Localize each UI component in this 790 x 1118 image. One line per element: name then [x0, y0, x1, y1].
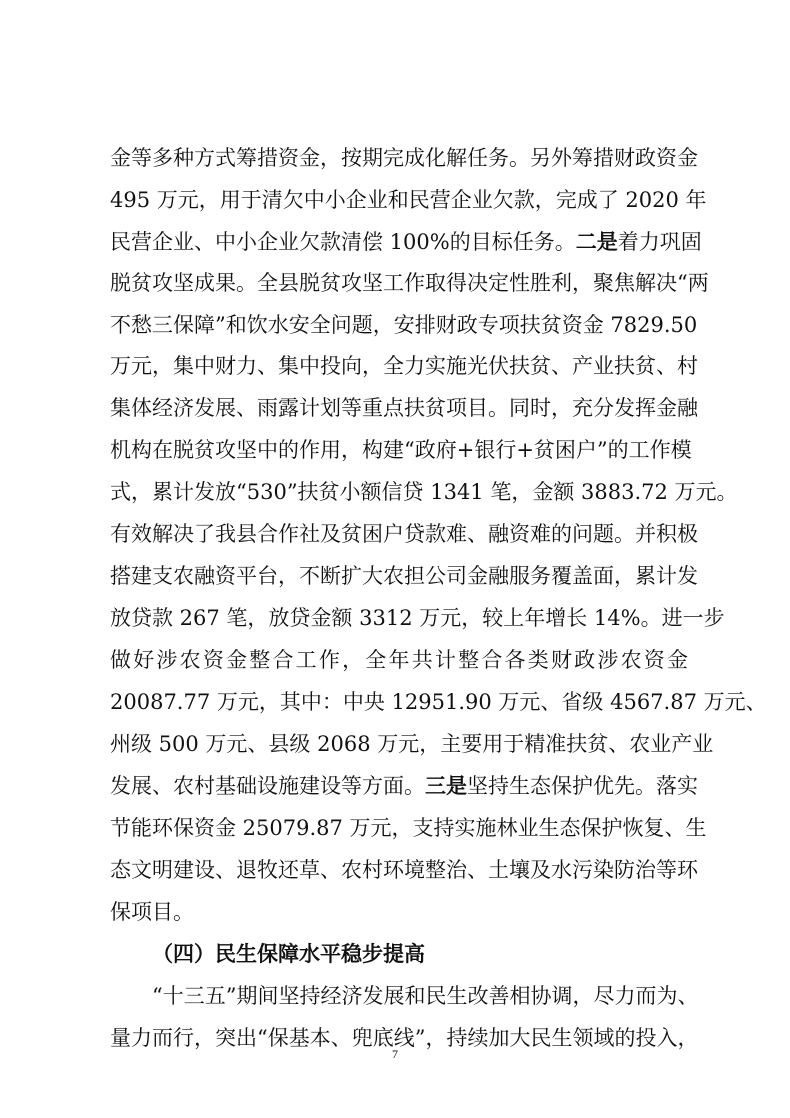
page-number: 7 — [392, 1047, 398, 1061]
body-text-line — [110, 766, 698, 806]
emphasis-text: 二是 — [575, 229, 618, 254]
body-text-line: 机构在脱贫攻坚中的作用，构建“政府+银行+贫困户”的工作模 — [110, 438, 692, 462]
body-text-line: 脱贫攻坚成果。全县脱贫攻坚工作取得决定性胜利，聚焦解决“两 — [110, 271, 709, 295]
body-text-line: 不愁三保障”和饮水安全问题，安排财政专项扶贫资金 7829.50 — [110, 313, 698, 337]
section-heading: （四）民生保障水平稳步提高 — [152, 941, 425, 966]
body-text-line: 集体经济发展、雨露计划等重点扶贫项目。同时，充分发挥金融 — [110, 396, 698, 420]
body-text-line: 万元，集中财力、集中投向，全力实施光伏扶贫、产业扶贫、村 — [110, 354, 698, 378]
body-text-line: 20087.77 万元，其中：中央 12951.90 万元、省级 4567.87 万元、 — [110, 690, 767, 714]
body-text-line: 做好涉农资金整合工作，全年共计整合各类财政涉农资金 — [110, 648, 688, 672]
emphasis-text: 三是 — [425, 773, 467, 798]
body-text-line: 量力而行，突出“保基本、兜底线”，持续加大民生领域的投入， — [110, 1026, 699, 1050]
body-text-line: 495 万元，用于清欠中小企业和民营企业欠款，完成了 2020 年 — [110, 188, 707, 212]
body-text-line: 州级 500 万元、县级 2068 万元，主要用于精准扶贫、农业产业 — [110, 732, 714, 756]
body-text-line: 式，累计发放“530”扶贫小额信贷 1341 笔，金额 3883.72 万元。 — [110, 480, 738, 504]
text-run: 坚持生态保护优先。落实 — [467, 774, 698, 798]
body-text-line — [110, 222, 702, 262]
body-text-line: 保项目。 — [110, 900, 194, 924]
body-text-line: 放贷款 267 笔，放贷金额 3312 万元，较上年增长 14%。进一步 — [110, 606, 725, 630]
text-run: 民营企业、中小企业欠款清偿 100%的目标任务。 — [110, 230, 576, 254]
body-text-line: 态文明建设、退牧还草、农村环境整治、土壤及水污染防治等环 — [110, 858, 698, 882]
text-run: 发展、农村基础设施建设等方面。 — [110, 774, 425, 798]
body-text-line: “十三五”期间坚持经济发展和民生改善相协调，尽力而为、 — [152, 984, 699, 1008]
body-text-line: 节能环保资金 25079.87 万元，支持实施林业生态保护恢复、生 — [110, 816, 707, 840]
text-run: 着力巩固 — [617, 230, 702, 254]
body-text-line: 金等多种方式筹措资金，按期完成化解任务。另外筹措财政资金 — [110, 146, 698, 170]
body-text-line: 有效解决了我县合作社及贫困户贷款难、融资难的问题。并积极 — [110, 522, 698, 546]
body-text-line: 搭建支农融资平台，不断扩大农担公司金融服务覆盖面，累计发 — [110, 564, 698, 588]
